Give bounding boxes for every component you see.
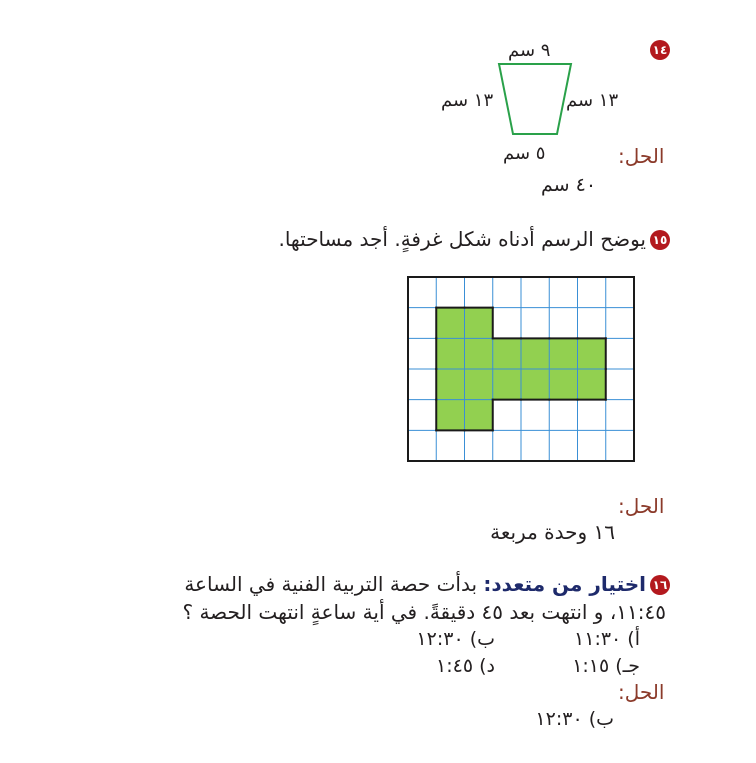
filled-cell <box>465 338 493 369</box>
filled-cell <box>549 338 577 369</box>
question-line-16a <box>184 572 646 596</box>
question-number-badge-15: ١٥ <box>650 230 670 250</box>
solution-label-14: الحل: <box>618 144 665 168</box>
answer-15: ١٦ وحدة مربعة <box>490 520 615 544</box>
trapezoid-left-label: ١٣ سم <box>441 90 494 111</box>
question-number-badge-14: ١٤ <box>650 40 670 60</box>
answer-16: ب) ١٢:٣٠ <box>535 708 614 730</box>
filled-cell <box>549 369 577 400</box>
filled-cell <box>436 338 464 369</box>
question-number-badge-16: ١٦ <box>650 575 670 595</box>
option-d: د) ١:٤٥ <box>436 655 495 677</box>
question-line-16b: ١١:٤٥، و انتهت بعد ٤٥ دقيقةً. في أية ساعةٍ انتهت الحصة ؟ <box>182 600 666 624</box>
trapezoid-top-label: ٩ سم <box>508 40 551 61</box>
trapezoid-bottom-label: ٥ سم <box>503 143 546 164</box>
filled-cell <box>521 338 549 369</box>
filled-cell <box>436 369 464 400</box>
option-b: ب) ١٢:٣٠ <box>416 628 495 650</box>
trapezoid-right-label: ١٣ سم <box>566 90 619 111</box>
room-grid <box>407 276 635 462</box>
filled-cell <box>578 369 606 400</box>
solution-label-15: الحل: <box>618 494 665 518</box>
filled-cell <box>578 338 606 369</box>
filled-cell <box>436 308 464 339</box>
multiple-choice-title: اختيار من متعدد: <box>483 572 646 596</box>
answer-14: ٤٠ سم <box>541 174 597 196</box>
filled-cell <box>493 369 521 400</box>
filled-cell <box>465 400 493 431</box>
solution-label-16: الحل: <box>618 680 665 704</box>
option-a: أ) ١١:٣٠ <box>574 628 640 650</box>
filled-cell <box>465 369 493 400</box>
filled-cell <box>465 308 493 339</box>
filled-cell <box>436 400 464 431</box>
filled-cell <box>493 338 521 369</box>
trapezoid-figure <box>0 0 756 200</box>
trapezoid-shape <box>499 64 571 134</box>
option-c: جـ) ١:١٥ <box>572 655 640 677</box>
question-text-15: يوضح الرسم أدناه شكل غرفةٍ. أجد مساحتها. <box>278 227 646 251</box>
filled-cell <box>521 369 549 400</box>
question-text-16a: بدأت حصة التربية الفنية في الساعة <box>184 572 478 596</box>
